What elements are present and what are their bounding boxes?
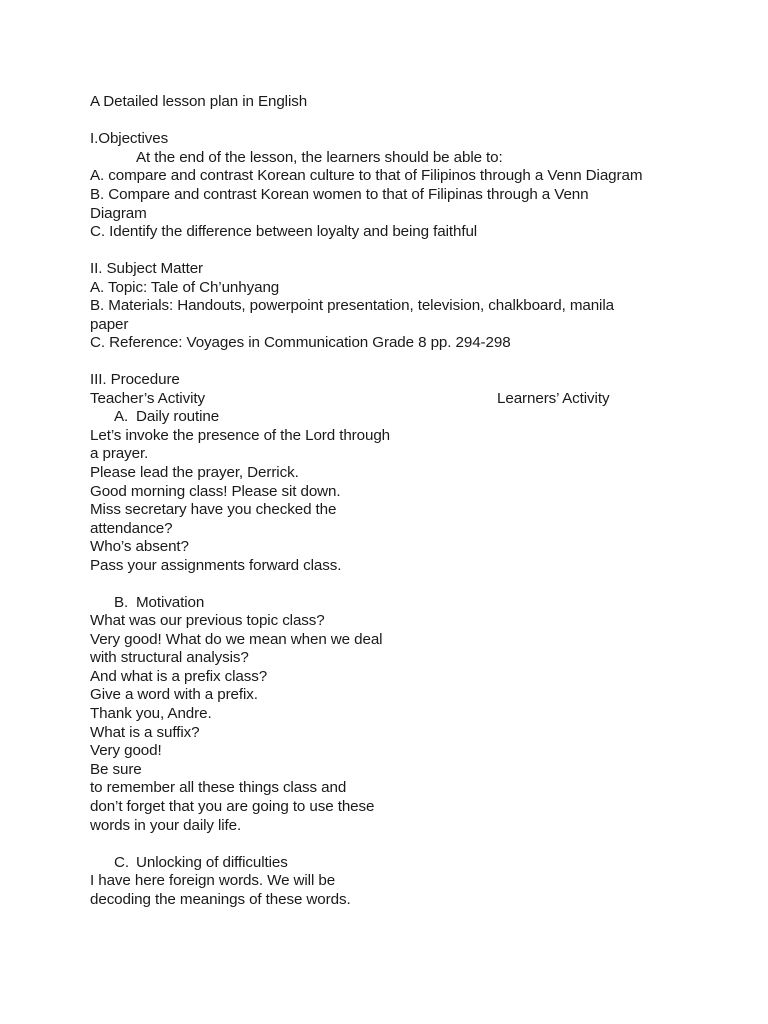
teacher-line: to remember all these things class and — [90, 779, 347, 796]
subject-matter-item: A. Topic: Tale of Ch’unhyang — [90, 279, 280, 296]
subject-matter-item: paper — [90, 316, 129, 333]
procedure-heading: III. Procedure — [90, 371, 180, 388]
teacher-line: decoding the meanings of these words. — [90, 891, 351, 908]
teacher-line: with structural analysis? — [90, 649, 249, 666]
learner-activity-column-header: Learners’ Activity — [497, 390, 610, 407]
section-heading-daily-routine — [114, 408, 219, 427]
teacher-line: I have here foreign words. We will be — [90, 872, 336, 889]
document-title: A Detailed lesson plan in English — [90, 93, 308, 110]
teacher-line: And what is a prefix class? — [90, 668, 268, 685]
section-title: Unlocking of difficulties — [136, 854, 288, 871]
objective-item: Diagram — [90, 205, 147, 222]
teacher-line: Let’s invoke the presence of the Lord through — [90, 427, 391, 444]
teacher-line: words in your daily life. — [90, 817, 242, 834]
teacher-line: Very good! — [90, 742, 162, 759]
teacher-line: Be sure — [90, 761, 142, 778]
teacher-line: Who’s absent? — [90, 538, 189, 555]
subject-matter-item: B. Materials: Handouts, powerpoint presentation, television, chalkboard, manila — [90, 297, 614, 314]
subject-matter-heading: II. Subject Matter — [90, 260, 203, 277]
teacher-line: Miss secretary have you checked the — [90, 501, 337, 518]
section-title: Daily routine — [136, 408, 220, 425]
teacher-line: Good morning class! Please sit down. — [90, 483, 341, 500]
teacher-line: don’t forget that you are going to use these — [90, 798, 375, 815]
teacher-line: a prayer. — [90, 445, 149, 462]
teacher-line: Please lead the prayer, Derrick. — [90, 464, 299, 481]
section-letter: B. — [114, 594, 129, 611]
objectives-heading: I.Objectives — [90, 130, 169, 147]
teacher-line: What was our previous topic class? — [90, 612, 325, 629]
section-title: Motivation — [136, 594, 205, 611]
section-letter: C. — [114, 854, 129, 871]
teacher-line: Very good! What do we mean when we deal — [90, 631, 383, 648]
objective-item: B. Compare and contrast Korean women to that of Filipinas through a Venn — [90, 186, 589, 203]
section-heading-motivation — [114, 594, 204, 613]
teacher-activity-column-header: Teacher’s Activity — [90, 390, 205, 407]
section-letter: A. — [114, 408, 129, 425]
teacher-line: Give a word with a prefix. — [90, 686, 258, 703]
teacher-line: Thank you, Andre. — [90, 705, 212, 722]
teacher-line: What is a suffix? — [90, 724, 200, 741]
objectives-intro: At the end of the lesson, the learners should be able to: — [136, 149, 503, 166]
section-heading-unlocking-of-difficulties — [114, 854, 288, 873]
objective-item: A. compare and contrast Korean culture to that of Filipinos through a Venn Diagram — [90, 167, 643, 184]
teacher-line: Pass your assignments forward class. — [90, 557, 342, 574]
teacher-line: attendance? — [90, 520, 173, 537]
subject-matter-item: C. Reference: Voyages in Communication Grade 8 pp. 294-298 — [90, 334, 511, 351]
objective-item: C. Identify the difference between loyalty and being faithful — [90, 223, 478, 240]
